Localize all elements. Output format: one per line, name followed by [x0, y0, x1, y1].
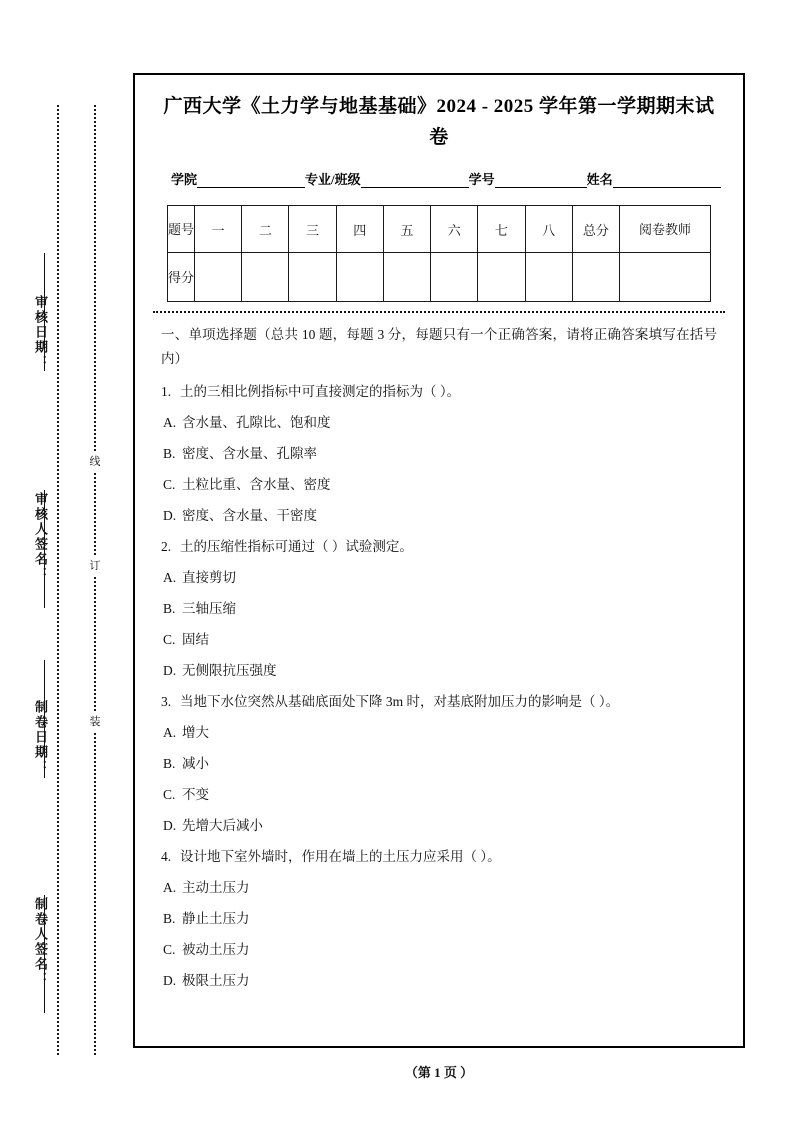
score-column-2: 二 [242, 206, 289, 253]
question-3-option-b-key: B. [163, 756, 176, 771]
question-3-option-a-key: A. [163, 725, 177, 740]
score-cell-3[interactable] [289, 253, 336, 302]
student-number-input-blank[interactable] [495, 173, 587, 188]
score-cell-5[interactable] [383, 253, 430, 302]
score-cell-total[interactable] [572, 253, 619, 302]
score-cell-4[interactable] [336, 253, 383, 302]
margin-label-produce-date: 制卷日期： [33, 700, 48, 775]
college-label: 学院 [171, 172, 198, 187]
question-2-option-c-text: 固结 [182, 632, 209, 647]
question-4-number: 4. [161, 849, 172, 864]
seam-label-seal: 装 [86, 712, 104, 732]
major-field[interactable] [305, 169, 469, 188]
seam-label-line: 线 [86, 452, 104, 472]
question-4-text: 设计地下室外墙时，作用在墙上的土压力应采用（ ）。 [180, 849, 501, 864]
score-column-6: 六 [431, 206, 478, 253]
margin-label-review-date: 审核日期： [33, 295, 48, 370]
question-4-option-a-text: 主动土压力 [182, 880, 250, 895]
score-cell-1[interactable] [195, 253, 242, 302]
score-column-total: 总分 [572, 206, 619, 253]
question-2-text: 土的压缩性指标可通过（ ）试验测定。 [180, 539, 413, 554]
student-name-input-blank[interactable] [613, 173, 721, 188]
question-1-option-b-key: B. [163, 446, 176, 461]
question-1-option-a[interactable] [161, 412, 717, 434]
question-body [149, 313, 729, 992]
score-column-7: 七 [478, 206, 525, 253]
question-3-option-c-text: 不变 [182, 787, 209, 802]
score-column-1: 一 [195, 206, 242, 253]
question-2-option-d-text: 无侧限抗压强度 [182, 663, 277, 678]
score-cell-7[interactable] [478, 253, 525, 302]
question-3-number: 3. [161, 694, 172, 709]
question-1-option-c-text: 土粒比重、含水量、密度 [182, 477, 331, 492]
question-2-option-b-text: 三轴压缩 [182, 601, 236, 616]
question-1-option-c-key: C. [163, 477, 176, 492]
question-2-number: 2. [161, 539, 172, 554]
score-cell-8[interactable] [525, 253, 572, 302]
score-cell-teacher[interactable] [620, 253, 711, 302]
question-1 [161, 381, 717, 403]
question-4 [161, 846, 717, 868]
question-1-option-b[interactable] [161, 443, 717, 465]
major-input-blank[interactable] [361, 173, 469, 188]
question-4-option-b-key: B. [163, 911, 176, 926]
exam-content-box [133, 73, 745, 1048]
question-3-option-a-text: 增大 [182, 725, 209, 740]
margin-label-reviewer-signature: 审核人签名： [33, 492, 48, 582]
student-number-label: 学号 [468, 172, 495, 187]
question-3-option-c-key: C. [163, 787, 176, 802]
table-row-scores [168, 253, 711, 302]
major-label: 专业/班级 [305, 172, 361, 187]
seam-label-bind: 订 [86, 556, 104, 576]
student-name-label: 姓名 [586, 172, 613, 187]
margin-dotted-line-inner [94, 105, 96, 1055]
question-3 [161, 691, 717, 713]
question-4-option-c-text: 被动土压力 [182, 942, 250, 957]
student-info-line [149, 169, 729, 188]
question-3-option-c[interactable] [161, 784, 717, 806]
margin-label-producer-signature: 制卷人签名： [33, 897, 48, 987]
page-title: 广西大学《土力学与地基基础》2024 - 2025 学年第一学期期末试卷 [163, 96, 715, 148]
question-2-option-d[interactable] [161, 660, 717, 682]
score-cell-6[interactable] [431, 253, 478, 302]
question-2-option-c[interactable] [161, 629, 717, 651]
question-1-option-c[interactable] [161, 474, 717, 496]
score-column-3: 三 [289, 206, 336, 253]
section-heading-1: 一、单项选择题（总共 10 题，每题 3 分，每题只有一个正确答案，请将正确答案填写在括号内） [161, 327, 717, 366]
question-2 [161, 536, 717, 558]
question-3-option-d[interactable] [161, 815, 717, 837]
score-table-wrapper [167, 205, 711, 302]
question-1-option-b-text: 密度、含水量、孔隙率 [182, 446, 317, 461]
question-4-option-b[interactable] [161, 908, 717, 930]
question-1-option-d-text: 密度、含水量、干密度 [182, 508, 317, 523]
question-1-option-a-text: 含水量、孔隙比、饱和度 [182, 415, 331, 430]
question-2-option-b[interactable] [161, 598, 717, 620]
question-4-option-d[interactable] [161, 970, 717, 992]
question-1-option-a-key: A. [163, 415, 177, 430]
question-1-text: 土的三相比例指标中可直接测定的指标为（ ）。 [180, 384, 461, 399]
question-3-option-b[interactable] [161, 753, 717, 775]
question-2-option-a[interactable] [161, 567, 717, 589]
student-number-field[interactable] [469, 169, 587, 188]
question-2-option-d-key: D. [163, 663, 177, 678]
score-column-5: 五 [383, 206, 430, 253]
question-2-option-c-key: C. [163, 632, 176, 647]
question-1-option-d-key: D. [163, 508, 177, 523]
question-2-option-b-key: B. [163, 601, 176, 616]
score-column-4: 四 [336, 206, 383, 253]
college-input-blank[interactable] [197, 173, 305, 188]
score-column-8: 八 [525, 206, 572, 253]
college-field[interactable] [171, 169, 305, 188]
question-4-option-c[interactable] [161, 939, 717, 961]
question-4-option-d-text: 极限土压力 [182, 973, 250, 988]
score-cell-2[interactable] [242, 253, 289, 302]
score-table [167, 205, 711, 302]
question-3-option-b-text: 减小 [182, 756, 209, 771]
question-4-option-a[interactable] [161, 877, 717, 899]
page-footer: （第 1 页 ） [404, 1065, 474, 1080]
score-table-row-head-1: 题号 [168, 206, 195, 253]
question-3-text: 当地下水位突然从基础底面处下降 3m 时，对基底附加压力的影响是（ ）。 [180, 694, 620, 709]
question-2-option-a-text: 直接剪切 [182, 570, 236, 585]
question-4-option-d-key: D. [163, 973, 177, 988]
margin-dotted-line-outer [57, 105, 59, 1055]
question-3-option-d-key: D. [163, 818, 177, 833]
score-table-row-head-2: 得分 [168, 253, 195, 302]
student-name-field[interactable] [587, 169, 721, 188]
question-3-option-d-text: 先增大后减小 [182, 818, 263, 833]
question-1-option-d[interactable] [161, 505, 717, 527]
question-4-option-c-key: C. [163, 942, 176, 957]
question-3-option-a[interactable] [161, 722, 717, 744]
question-4-option-b-text: 静止土压力 [182, 911, 250, 926]
table-row-headers [168, 206, 711, 253]
question-2-option-a-key: A. [163, 570, 177, 585]
question-4-option-a-key: A. [163, 880, 177, 895]
score-column-teacher: 阅卷教师 [620, 206, 711, 253]
question-1-number: 1. [161, 384, 172, 399]
